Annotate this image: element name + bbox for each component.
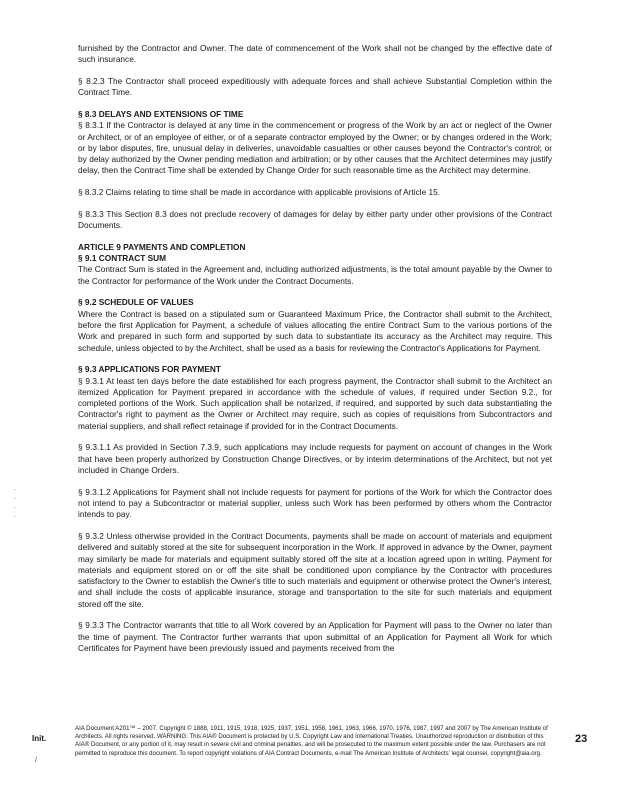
section-heading: § 9.3 APPLICATIONS FOR PAYMENT [78, 364, 221, 375]
paragraph: § 9.3.1.2 Applications for Payment shall not include requests for payment for portions of the Work for which the Contractor does not intend to pay a Subcontractor or material supplier, unless such Work has been performed by others whom the Contractor intends to pay. [78, 486, 552, 520]
paragraph: § 9.3.3 The Contractor warrants that title to all Work covered by an Application for Payment will pass to the Owner no later than the time of payment. The Contractor further warrants that upon submittal of an Application for Payment all Work for which Certificates for Payment have been previously issued and payments received from the [78, 620, 552, 654]
paragraph: § 8.2.3 The Contractor shall proceed expeditiously with adequate forces and shall achieve Substantial Completion within the Contract Time. [78, 75, 552, 98]
margin-marks [14, 484, 20, 520]
section-heading: § 9.1 CONTRACT SUM [78, 253, 167, 264]
paragraph: § 8.3.2 Claims relating to time shall be made in accordance with applicable provisions of Article 15. [78, 187, 441, 198]
paragraph: § 9.3.1.1 As provided in Section 7.3.9, such applications may include requests for payment on account of changes in the Work that have been properly authorized by Construction Change Directives, or by interim determinations of the Architect, but not yet included in Change Orders. [78, 442, 552, 476]
margin-mark: . [14, 485, 16, 492]
copyright-notice: AIA Document A201™ – 2007. Copyright © 1888, 1911, 1915, 1918, 1925, 1937, 1951, 1958, 1961, 1963, 1966, 1970, 1976, 1987, 1997 and 2007 by The American Institute of Architects. All rights reserved. WARNING: This AIA® Document is protected by U.S. Copyright Law and International Treaties. Unauthorized reproduction or distribution of this AIA® Document, or any portion of it, may result in severe civil and criminal penalties, and will be prosecuted to the maximum extent possible under the law. Purchasers are not permitted to reproduce this document. To report copyright violations of AIA Contract Documents, e-mail The American Institute of Architects' legal counsel, copyright@aia.org. [75, 725, 548, 757]
margin-mark: . [14, 512, 16, 519]
article-heading: ARTICLE 9 PAYMENTS AND COMPLETION [78, 241, 246, 252]
margin-mark: . [14, 494, 16, 501]
initials-label: Init. [32, 734, 47, 743]
paragraph: § 9.3.1 At least ten days before the date established for each progress payment, the Contractor shall submit to the Architect an itemized Application for Payment prepared in accordance with the schedule of values, if required under Section 9.2., for completed portions of the Work. Such application shall be notarized, if required, and supported by such data substantiating the Contractor's right to payment as the Owner or Architect may require, such as copies of requisitions from Subcontractors and material suppliers, and shall reflect retainage if provided for in the Contract Documents. [78, 375, 552, 431]
paragraph: § 8.3.1 If the Contractor is delayed at any time in the commencement or progress of the Work by an act or neglect of the Owner or Architect, or of an employee of either, or of a separate contractor employed by the Owner; or by changes ordered in the Work; or by labor disputes, fire, unusual delay in deliveries, unavoidable casualties or other causes beyond the Contractor's control; or by delay authorized by the Owner pending mediation and arbitration; or by other causes that the Architect determines may justify delay, then the Contract Time shall be extended by Change Order for such reasonable time as the Architect may determine. [78, 120, 552, 176]
document-body [78, 43, 552, 665]
margin-mark: . [14, 503, 16, 510]
section-heading: § 8.3 DELAYS AND EXTENSIONS OF TIME [78, 108, 244, 119]
paragraph: The Contract Sum is stated in the Agreement and, including authorized adjustments, is the total amount payable by the Owner to the Contractor for performance of the Work under the Contract Documents. [78, 264, 552, 286]
paragraph: Where the Contract is based on a stipulated sum or Guaranteed Maximum Price, the Contractor shall submit to the Architect, before the first Application for Payment, a schedule of values allocating the entire Contract Sum to the various portions of the Work and prepared in such form and supported by such data to substantiate its accuracy as the Architect may require. This schedule, unless objected to by the Architect, shall be used as a basis for reviewing the Contractor's Applications for Payment. [78, 308, 552, 353]
paragraph: § 8.3.3 This Section 8.3 does not preclude recovery of damages for delay by either party under other provisions of the Contract Documents. [78, 208, 552, 231]
section-heading: § 9.2 SCHEDULE OF VALUES [78, 297, 194, 308]
page-number: 23 [575, 733, 588, 745]
initials-mark: / [35, 757, 37, 764]
paragraph: furnished by the Contractor and Owner. The date of commencement of the Work shall not be changed by the effective date of such insurance. [78, 43, 552, 65]
paragraph: § 9.3.2 Unless otherwise provided in the Contract Documents, payments shall be made on account of materials and equipment delivered and suitably stored at the site for subsequent incorporation in the Work. If approved in advance by the Owner, payment may similarly be made for materials and equipment suitably stored off the site at a location agreed upon in writing. Payment for materials and equipment stored on or off the site shall be conditioned upon compliance by the Contractor with procedures satisfactory to the Owner to establish the Owner's title to such materials and equipment or otherwise protect the Owner's interest, and shall include the costs of applicable insurance, storage and transportation to the site for such materials and equipment stored off the site. [78, 531, 552, 609]
